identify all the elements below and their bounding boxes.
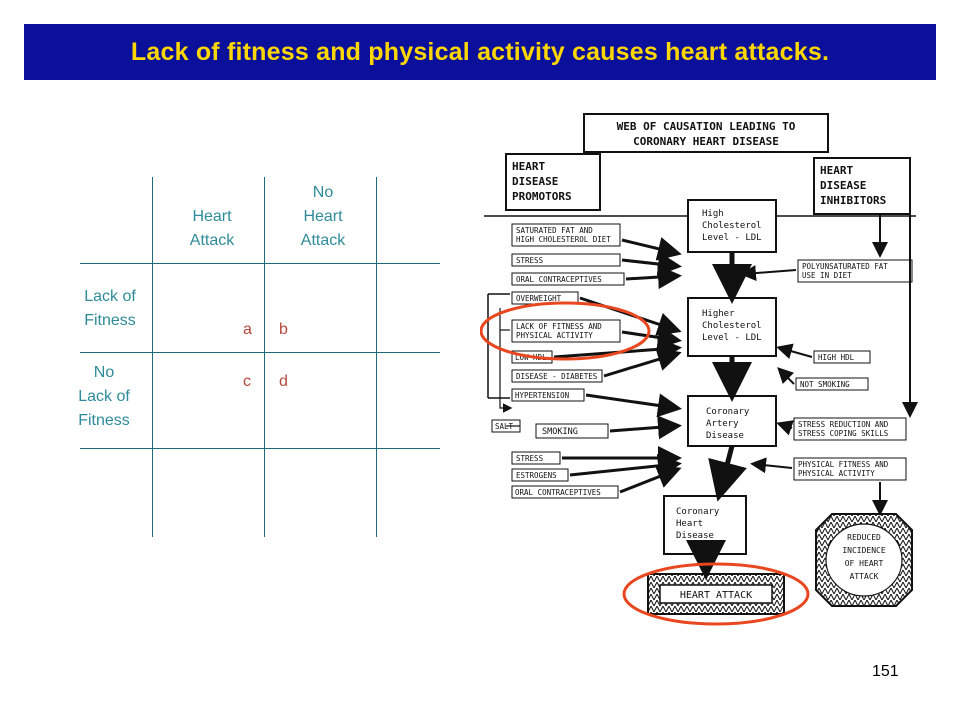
reduced-line1: REDUCED [847, 533, 881, 542]
row-header-no-lack-of-fitness: No Lack of Fitness [78, 364, 130, 429]
center-box2-line3: Level - LDL [702, 333, 762, 343]
table-hline-3 [80, 448, 440, 449]
right-item-polyunsat: POLYUNSATURATED FAT [802, 262, 888, 271]
center-box4-line3: Disease [676, 531, 714, 541]
web-of-causation-diagram [480, 108, 920, 638]
inhibitors-line3: INHIBITORS [820, 194, 887, 207]
center-box1-line2: Cholesterol [702, 221, 762, 231]
left-item-high-chol-diet: HIGH CHOLESTEROL DIET [516, 235, 611, 244]
cell-b: b [279, 321, 288, 338]
left-item-smoking: SMOKING [542, 427, 578, 437]
inhibitors-line2: DISEASE [820, 179, 867, 192]
page-title: Lack of fitness and physical activity causes heart attacks. [130, 37, 830, 66]
right-item-not-smoking: NOT SMOKING [800, 380, 850, 389]
inhibitors-line1: HEART [820, 164, 854, 177]
right-item-stress-reduction: STRESS REDUCTION AND [798, 420, 889, 429]
left-item-hypertension: HYPERTENSION [515, 391, 570, 400]
center-box3-line1: Coronary [706, 407, 750, 417]
center-box2-line1: Higher [702, 309, 735, 319]
web-title-line2: CORONARY HEART DISEASE [633, 135, 779, 148]
table-vline-2 [264, 177, 265, 537]
center-box1-line3: Level - LDL [702, 233, 762, 243]
center-box2-line2: Cholesterol [702, 321, 762, 331]
cell-d: d [279, 373, 288, 390]
center-box4-line1: Coronary [676, 507, 720, 517]
cell-c: c [243, 373, 251, 390]
promotors-line1: HEART [512, 160, 546, 173]
left-item-overweight: OVERWEIGHT [516, 294, 562, 303]
left-item-lack-fitness: LACK OF FITNESS AND [516, 322, 602, 331]
left-item-salt: SALT [495, 422, 514, 431]
right-item-physical-fitness: PHYSICAL FITNESS AND [798, 460, 889, 469]
left-item-saturated-fat: SATURATED FAT AND [516, 226, 593, 235]
right-item-physical-activity: PHYSICAL ACTIVITY [798, 469, 875, 478]
reduced-incidence-node [816, 514, 912, 606]
table-vline-3 [376, 177, 377, 537]
heart-attack-label: HEART ATTACK [679, 590, 753, 601]
reduced-line4: ATTACK [849, 572, 879, 581]
left-item-stress-1: STRESS [516, 256, 544, 265]
promotors-line3: PROMOTORS [512, 190, 572, 203]
table-hline-2 [80, 352, 440, 353]
center-box4-line2: Heart [676, 519, 704, 529]
left-item-physical-activity: PHYSICAL ACTIVITY [516, 331, 593, 340]
title-bar [24, 24, 936, 80]
center-box1-line1: High [702, 209, 724, 219]
left-item-estrogens: ESTROGENS [516, 471, 557, 480]
right-item-use-in-diet: USE IN DIET [802, 271, 852, 280]
table-hline-1 [80, 263, 440, 264]
center-box3-line3: Disease [706, 431, 744, 441]
reduced-line2: INCIDENCE [842, 546, 886, 555]
row-header-lack-of-fitness: Lack of Fitness [84, 288, 136, 329]
right-item-coping-skills: STRESS COPING SKILLS [798, 429, 889, 438]
right-feeders [794, 260, 912, 480]
reduced-line3: OF HEART [844, 559, 884, 568]
left-item-oral-contra-2: ORAL CONTRACEPTIVES [515, 488, 601, 497]
col-header-heart-attack: Heart Attack [189, 208, 235, 249]
left-item-oral-contra-1: ORAL CONTRACEPTIVES [516, 275, 602, 284]
table-vline-1 [152, 177, 153, 537]
center-box3-line2: Artery [706, 419, 739, 429]
col-header-no-heart-attack: No Heart Attack [300, 184, 346, 249]
right-item-high-hdl: HIGH HDL [818, 353, 855, 362]
web-title-line1: WEB OF CAUSATION LEADING TO [616, 120, 796, 133]
left-item-stress-2: STRESS [516, 454, 544, 463]
cell-a: a [243, 321, 252, 338]
page-number: 151 [872, 663, 899, 680]
promotors-line2: DISEASE [512, 175, 559, 188]
left-item-diabetes: DISEASE - DIABETES [516, 372, 598, 381]
left-item-low-hdl: LOW HDL [515, 353, 547, 362]
